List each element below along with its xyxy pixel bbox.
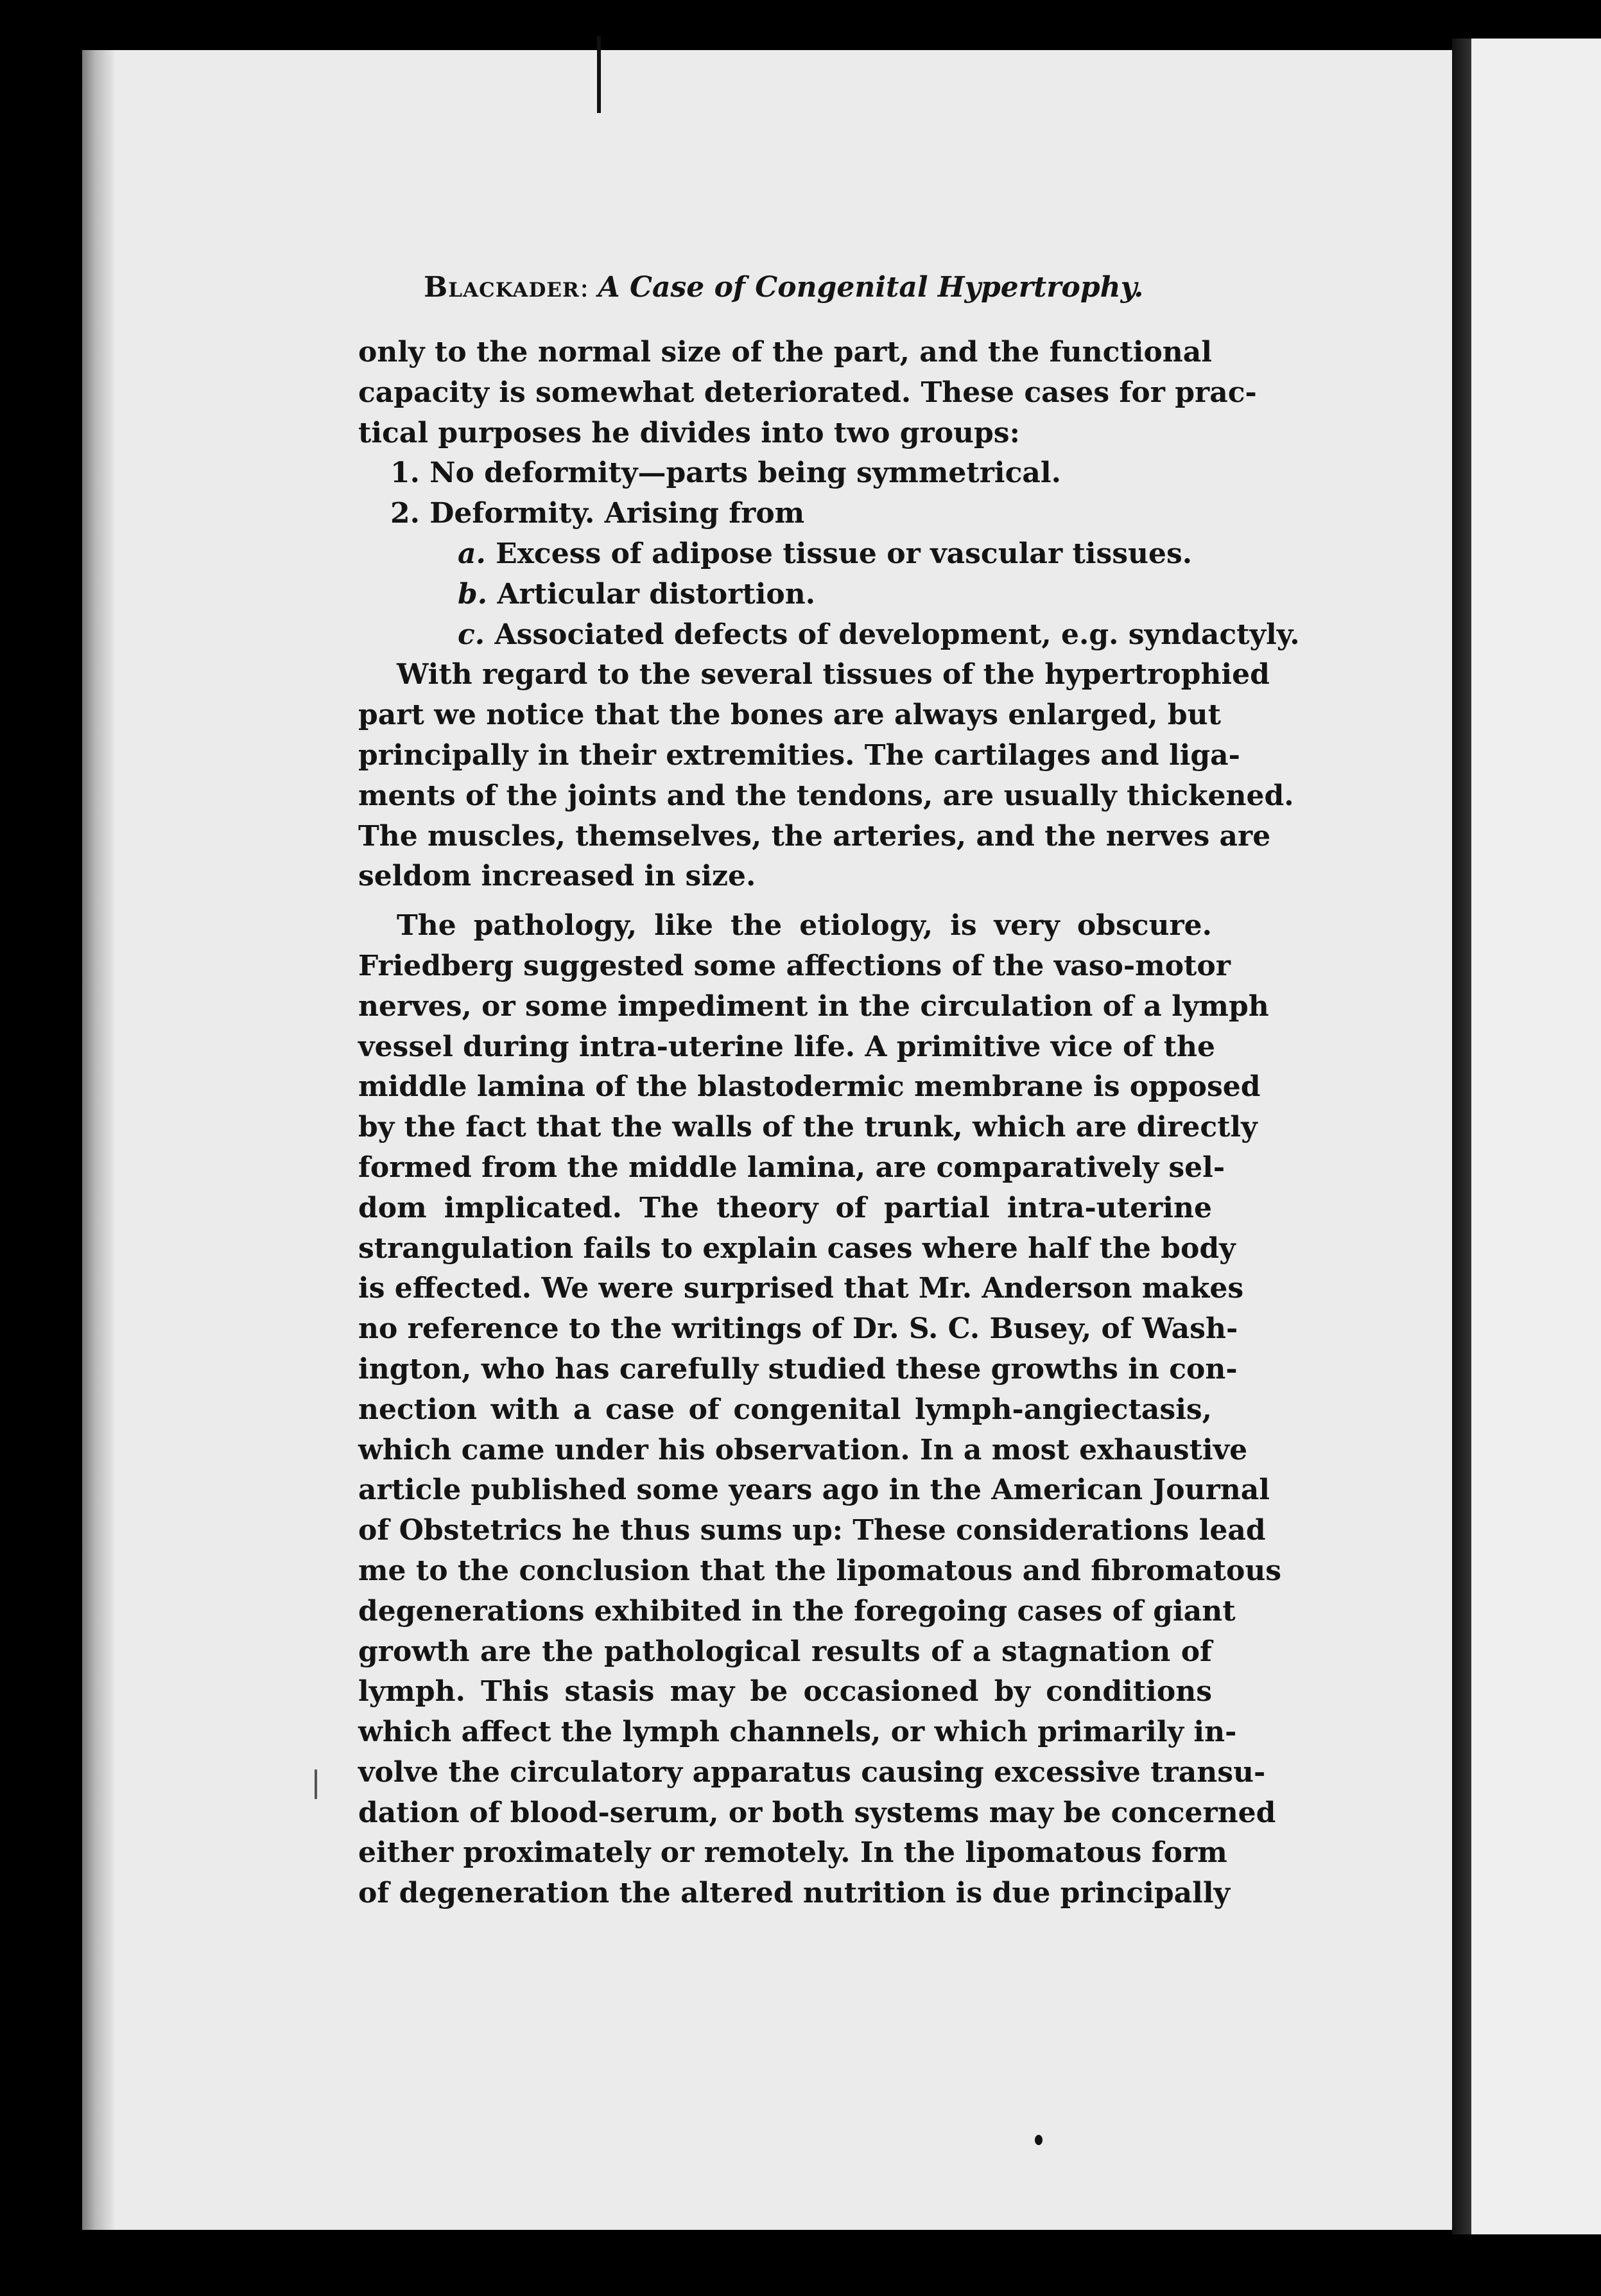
facing-page-edge [1452,39,1601,2234]
text-line: With regard to the several tissues of the hypertrophied [397,658,1270,691]
page-gutter-shadow [1452,39,1471,2234]
text-line: by the fact that the walls of the trunk, which are directly [358,1111,1258,1144]
margin-mark [315,1770,317,1799]
header-author: Blackader [424,271,580,304]
text-line: Friedberg suggested some affections of the vaso-motor [358,949,1231,982]
text-line: me to the conclusion that the lipomatous and fibromatous [358,1554,1282,1587]
paragraph-pathology [358,906,1282,1914]
list-marker: b. [458,577,488,611]
text-line: nerves, or some impediment in the circulation of a lymph [358,989,1269,1023]
text-line: seldom increased in size. [358,860,756,893]
text-line: tical purposes he divides into two groups: [358,416,1020,449]
lettered-list [358,534,1300,655]
text-line: ments of the joints and the tendons, are usually thickened. [358,779,1294,812]
text-line: middle lamina of the blastodermic membrane is opposed [358,1070,1261,1104]
paragraph-gap [358,897,1212,906]
list-marker: 1. [390,457,420,490]
list-marker: c. [458,618,485,651]
text-line: degenerations exhibited in the foregoing cases of giant [358,1594,1236,1628]
text-line: ington, who has carefully studied these growths in con- [358,1352,1238,1386]
body-text [358,333,1300,1914]
list-item [358,534,1212,575]
text-line: part we notice that the bones are always enlarged, but [358,699,1221,732]
text-line: strangulation fails to explain cases where half the body [358,1231,1236,1265]
list-item-text: Excess of adipose tissue or vascular tissues. [496,537,1193,570]
list-marker: a. [458,537,486,570]
text-line: The pathology, like the etiology, is very obscure. [397,909,1212,943]
text-line: capacity is somewhat deteriorated. These cases for prac- [358,376,1257,409]
list-item-text: Articular distortion. [497,577,816,611]
list-item-text: Deformity. Arising from [429,497,805,530]
paragraph-continued [358,333,1257,453]
text-line: formed from the middle lamina, are comparatively sel- [358,1151,1225,1184]
text-line: vessel during intra-uterine life. A primitive vice of the [358,1030,1215,1063]
text-line: nection with a case of congenital lymph-angiectasis, [358,1393,1212,1426]
text-line: volve the circulatory apparatus causing excessive transu- [358,1755,1266,1789]
text-line: principally in their extremities. The cartilages and liga- [358,738,1240,772]
list-item-text: No deformity—parts being symmetrical. [429,457,1061,490]
text-line: dation of blood-serum, or both systems may be concerned [358,1796,1276,1829]
list-item [358,575,1212,615]
text-line: growth are the pathological results of a stagnation of [358,1635,1212,1668]
text-line: which affect the lymph channels, or which primarily in- [358,1716,1237,1749]
list-item-text: Associated defects of development, e.g. syndactyly. [494,618,1300,651]
ink-speck [1035,2135,1043,2145]
list-item [358,615,1300,656]
text-line: is effected. We were surprised that Mr. Anderson makes [358,1272,1244,1305]
text-line: of Obstetrics he thus sums up: These considerations lead [358,1514,1266,1547]
binding-mark [597,36,601,113]
text-line: The muscles, themselves, the arteries, and the nerves are [358,819,1271,853]
running-header [424,271,1194,316]
text-line: either proximately or remotely. In the lipomatous form [358,1836,1227,1870]
header-title: A Case of Congenital Hypertrophy. [598,271,1144,304]
text-line: dom implicated. The theory of partial intra-uterine [358,1191,1212,1224]
page-left-edge-shadow [82,50,116,2230]
text-line: lymph. This stasis may be occasioned by conditions [358,1675,1212,1709]
text-line: of degeneration the altered nutrition is due principally [358,1877,1231,1910]
text-line: article published some years ago in the American Journal [358,1474,1270,1507]
list-item [358,453,1212,494]
list-item [358,494,1212,534]
list-marker: 2. [390,497,420,530]
text-line: no reference to the writings of Dr. S. C. Busey, of Wash- [358,1312,1238,1346]
paragraph-tissues [358,655,1294,897]
text-line: only to the normal size of the part, and the functional [358,336,1212,369]
text-line: which came under his observation. In a most exhaustive [358,1433,1248,1466]
numbered-list [358,453,1212,534]
header-separator: : [579,271,598,304]
